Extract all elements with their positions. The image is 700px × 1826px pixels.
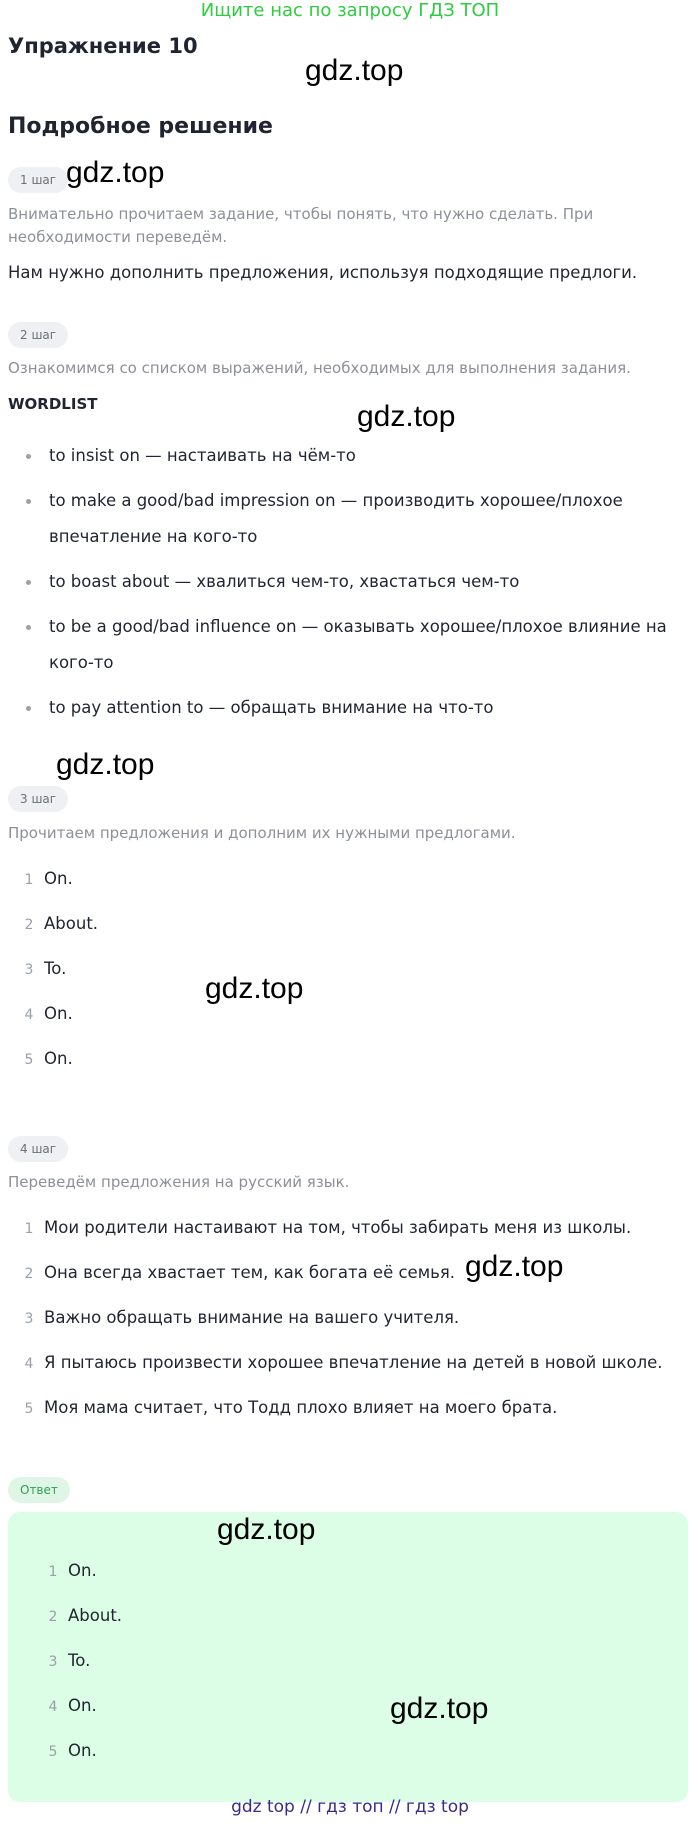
list-item: 2 About. <box>48 1606 123 1625</box>
footer-links[interactable]: gdz top // гдз топ // гдз top <box>231 1797 469 1817</box>
bullet-icon <box>26 499 31 504</box>
bullet-icon <box>26 706 31 711</box>
step-4-badge: 4 шаг <box>8 1136 68 1162</box>
wordlist <box>22 438 672 735</box>
list-item: 5 Моя мама считает, что Тодд плохо влияет на моего брата. <box>24 1398 558 1417</box>
section-title: Подробное решение <box>8 114 273 139</box>
watermark: gdz.top <box>465 1250 564 1283</box>
step-1-text: Нам нужно дополнить предложения, используя подходящие предлоги. <box>8 263 638 282</box>
watermark: gdz.top <box>390 1692 489 1725</box>
answer-list <box>38 1556 122 1781</box>
list-item: 2 Она всегда хвастает тем, как богата её семья. <box>24 1263 456 1282</box>
list-item: 4 On. <box>48 1696 97 1715</box>
list-item: 4 On. <box>24 1004 73 1023</box>
promo-banner[interactable]: Ищите нас по запросу ГДЗ ТОП <box>200 0 500 21</box>
watermark: gdz.top <box>305 54 404 87</box>
step-4-hint: Переведём предложения на русский язык. <box>8 1173 350 1191</box>
watermark: gdz.top <box>205 972 304 1005</box>
list-item: 3 Важно обращать внимание на вашего учителя. <box>24 1308 460 1327</box>
step-4-list <box>14 1213 663 1438</box>
list-item: to pay attention to — обращать внимание на что-то <box>22 690 672 726</box>
list-item: 5 On. <box>24 1049 73 1068</box>
list-item: 5 On. <box>48 1741 97 1760</box>
list-item: 2 About. <box>24 914 99 933</box>
watermark: gdz.top <box>56 748 155 781</box>
list-item: to be a good/bad influence on — оказывать хорошее/плохое влияние на кого-то <box>22 609 669 681</box>
wordlist-title: WORDLIST <box>8 395 98 413</box>
bullet-icon <box>26 625 31 630</box>
list-item: 3 To. <box>48 1651 91 1670</box>
page-title: Упражнение 10 <box>8 34 198 58</box>
watermark: gdz.top <box>357 400 456 433</box>
bullet-icon <box>26 454 31 459</box>
watermark: gdz.top <box>217 1513 316 1546</box>
step-2-hint: Ознакомимся со списком выражений, необходимых для выполнения задания. <box>8 359 631 377</box>
step-3-list <box>14 864 98 1089</box>
watermark: gdz.top <box>66 156 165 189</box>
list-item: 3 To. <box>24 959 67 978</box>
answer-badge: Ответ <box>8 1477 70 1503</box>
list-item: 4 Я пытаюсь произвести хорошее впечатление на детей в новой школе. <box>24 1353 663 1372</box>
list-item: 1 On. <box>48 1561 97 1580</box>
step-1-badge: 1 шаг <box>8 167 68 193</box>
step-3-badge: 3 шаг <box>8 786 68 812</box>
list-item: to boast about — хвалиться чем-то, хвастаться чем-то <box>22 564 672 600</box>
step-2-badge: 2 шаг <box>8 322 68 348</box>
list-item: to insist on — настаивать на чём-то <box>22 438 672 474</box>
step-3-hint: Прочитаем предложения и дополним их нужными предлогами. <box>8 824 516 842</box>
list-item: 1 Мои родители настаивают на том, чтобы забирать меня из школы. <box>24 1218 632 1237</box>
bullet-icon <box>26 580 31 585</box>
list-item: 1 On. <box>24 869 73 888</box>
list-item: to make a good/bad impression on — производить хорошее/плохое впечатление на кого-то <box>22 483 649 555</box>
step-1-hint: Внимательно прочитаем задание, чтобы понять, что нужно сделать. При необходимости переведём. <box>8 205 594 246</box>
